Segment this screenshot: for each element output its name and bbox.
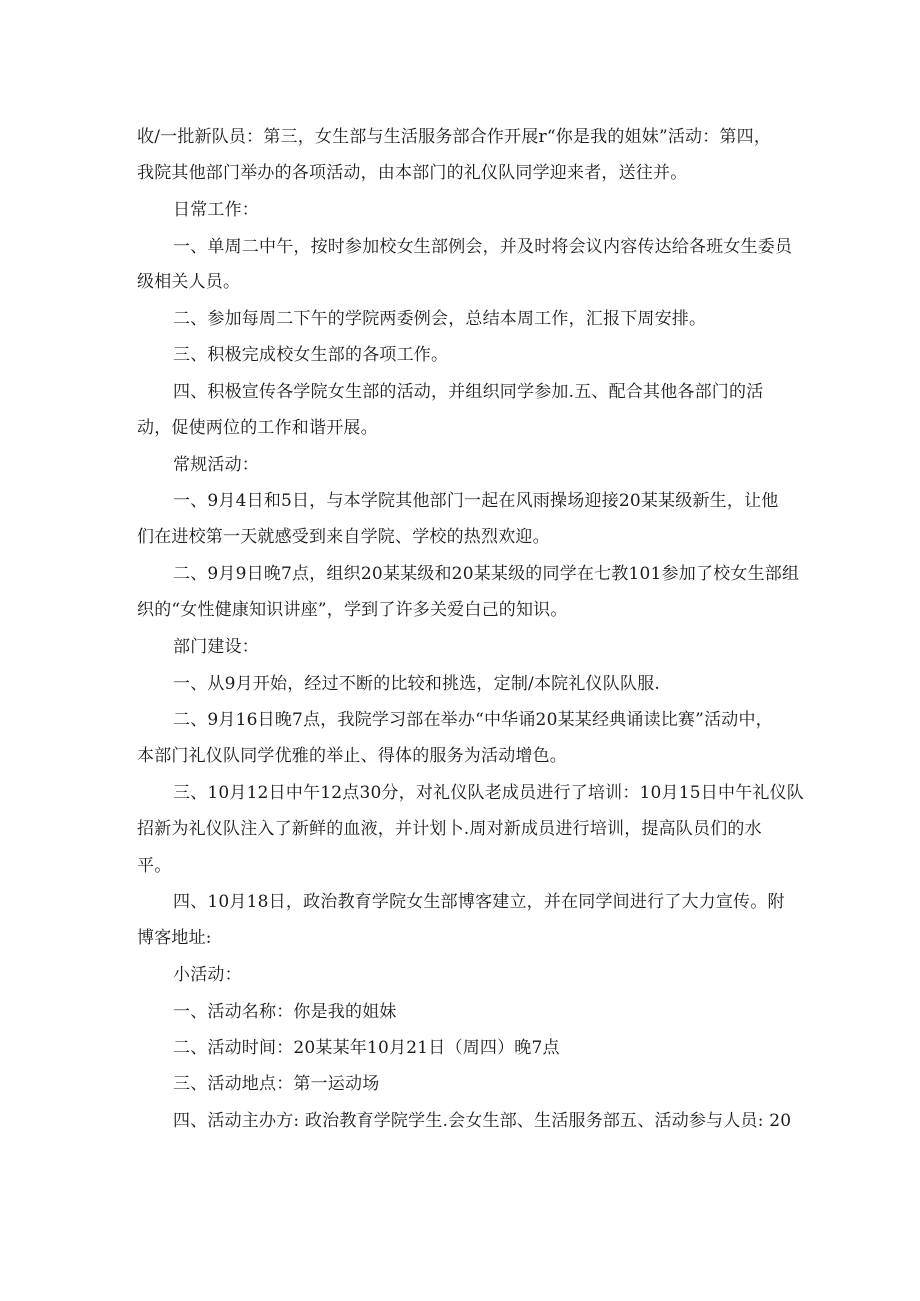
text-line: 级相关人员。 — [137, 272, 241, 292]
text-line: 们在进校第一天就感受到来自学院、学校的热烈欢迎。 — [137, 527, 550, 547]
text-line: 四、活动主办方: 政治教育学院学生.会女生部、生活服务部五、活动参与人员: 20 — [173, 1111, 792, 1131]
text-line: 四、10月18日，政治教育学院女生部博客建立，并在同学间进行了大力宣传。附 — [173, 892, 785, 912]
section-heading-small-activity: 小活动： — [173, 965, 242, 985]
text-line: 本部门礼仪队同学优雅的举止、得体的服务为活动增色。 — [137, 746, 567, 766]
text-line: 招新为礼仪队注入了新鲜的血液，并计划卜.周对新成员进行培训，提高队员们的水 — [137, 819, 762, 839]
text-line: 收/一批新队员：第三，女生部与生活服务部合作开展r“你是我的姐妹”活动：第四， — [137, 127, 772, 147]
section-heading-daily-work: 日常工作： — [173, 200, 259, 220]
text-line: 博客地址: — [137, 928, 212, 948]
text-line: 动，促使两位的工作和谐开展。 — [137, 418, 378, 438]
text-line: 二、9月9日晚7点，组织20某某级和20某某级的同学在七教101参加了校女生部组 — [173, 564, 800, 584]
text-line: 织的“女性健康知识讲座”，学到了许多关爱白己的知识。 — [137, 600, 568, 620]
section-heading-regular-activities: 常规活动： — [173, 455, 259, 475]
text-line: 一、活动名称：你是我的姐妹 — [173, 1002, 397, 1022]
text-line: 我院其他部门举办的各项活动，由本部门的礼仪队同学迎来者，送往并。 — [137, 163, 688, 183]
text-line: 一、单周二中午，按时参加校女生部例会，并及时将会议内容传达给各班女生委员 — [173, 237, 793, 257]
text-line: 平。 — [137, 856, 172, 876]
text-line: 二、9月16日晚7点，我院学习部在举办“中华诵20某某经典诵读比赛”活动中， — [173, 710, 773, 730]
text-line: 三、10月12日中午12点30分，对礼仪队老成员进行了培训：10月15日中午礼仪队 — [173, 783, 804, 803]
text-line: 四、积极宣传各学院女生部的活动，并组织同学参加.五、配合其他各部门的活 — [173, 382, 764, 402]
text-line: 一、9月4日和5日，与本学院其他部门一起在风雨操场迎接20某某级新生，让他 — [173, 491, 779, 511]
text-line: 二、活动时间：20某某年10月21日（周四）晚7点 — [173, 1038, 560, 1058]
text-line: 一、从9月开始，经过不断的比较和挑选，定制/本院礼仪队队服. — [173, 674, 660, 694]
text-line: 二、参加每周二下午的学院两委例会，总结本周工作，汇报下周安排。 — [173, 309, 707, 329]
text-line: 三、积极完成校女生部的各项工作。 — [173, 345, 449, 365]
text-line: 三、活动地点：第一运动场 — [173, 1074, 380, 1094]
section-heading-department-building: 部门建设： — [173, 637, 259, 657]
